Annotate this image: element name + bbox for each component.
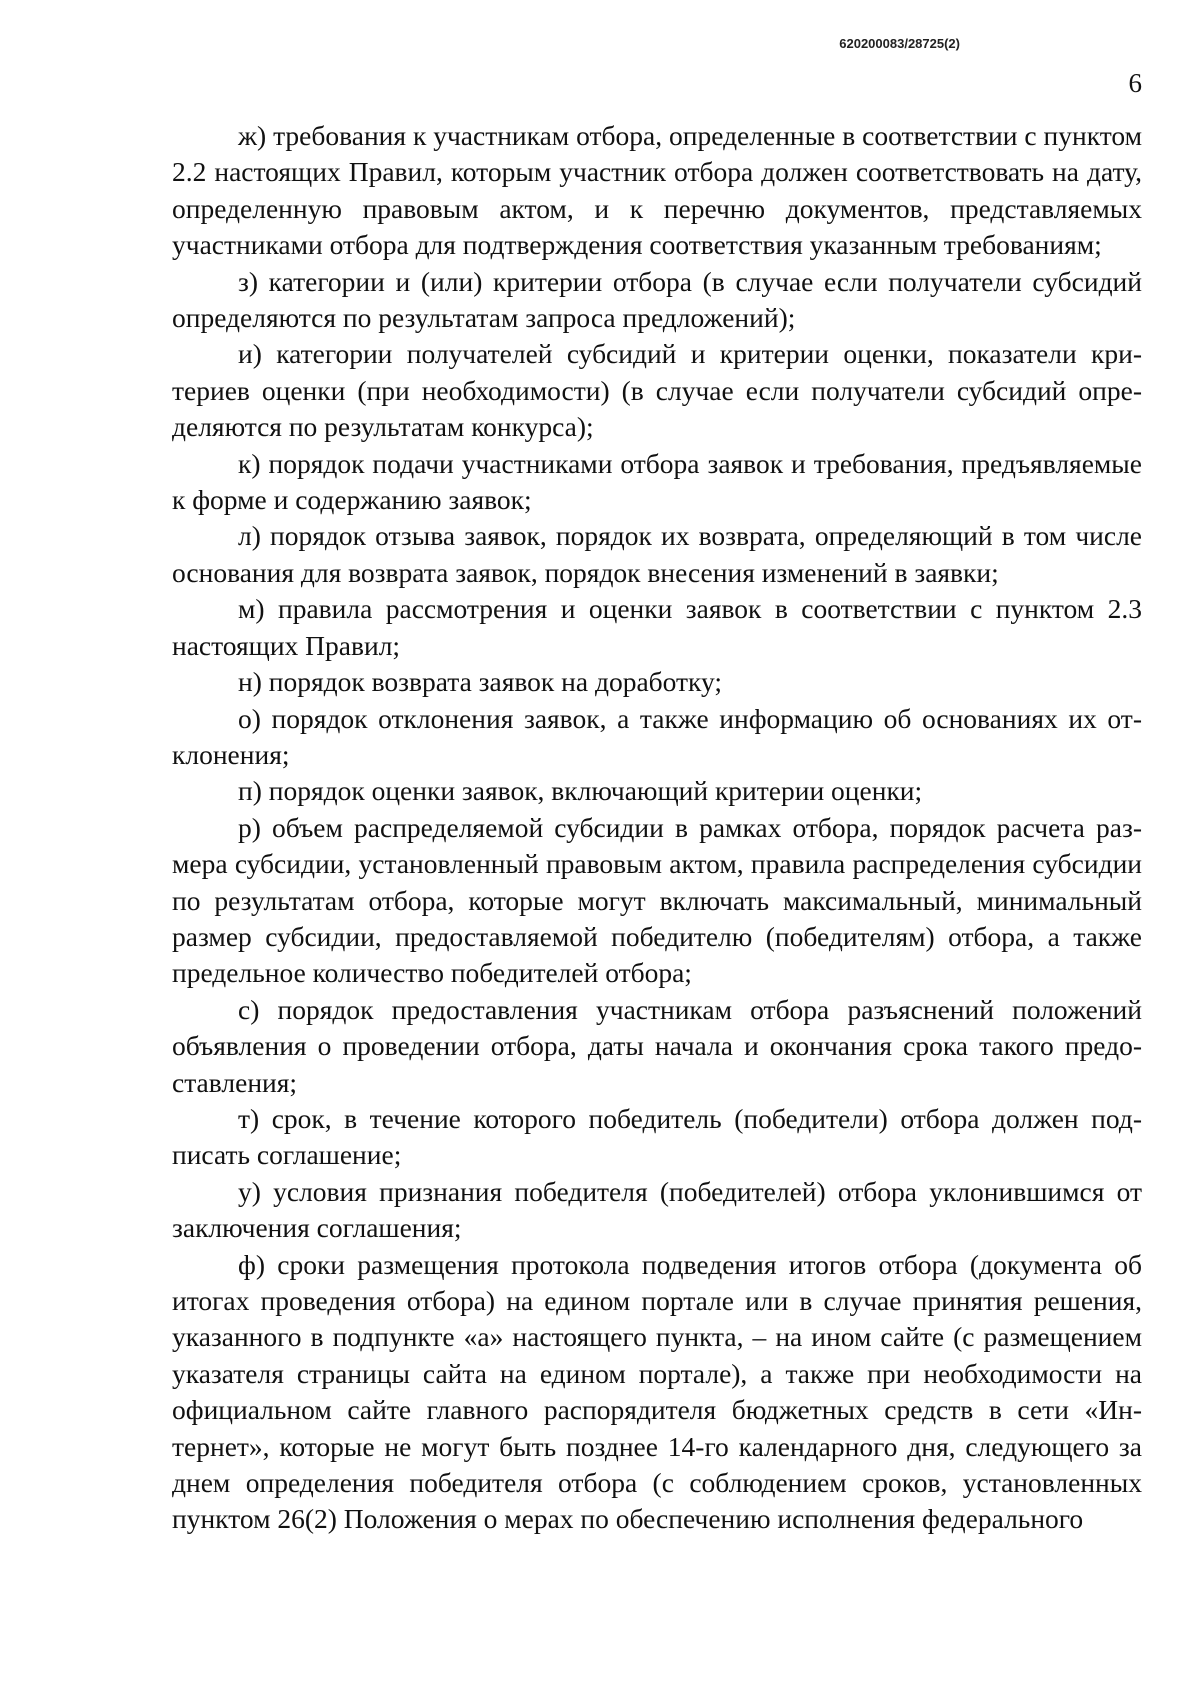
paragraph-o: о) порядок отклонения заявок, а также информацию об основаниях их отклонения; <box>172 702 1142 770</box>
paragraph-i: и) категории получателей субсидий и критерии оценки, показатели критериев оценки (при необходимости) (в случае если получатели субсидий определяются по результатам конкурса); <box>172 338 1142 443</box>
paragraph-k: к) порядок подачи участниками отбора заявок и требования, предъявляемые к форме и содержанию заявок; <box>172 447 1142 516</box>
paragraph-l: л) порядок отзыва заявок, порядок их возврата, определяющий в том числе основания для возврата заявок, порядок внесения изменений в заявки; <box>172 520 1142 588</box>
page-number: 6 <box>1128 68 1142 98</box>
paragraph-t: т) срок, в течение которого победитель (победители) отбора должен подписать соглашение; <box>172 1102 1142 1171</box>
document-body <box>172 118 1142 1538</box>
document-id: 620200083/28725(2) <box>839 36 960 51</box>
paragraph-m: м) правила рассмотрения и оценки заявок в соответствии с пунктом 2.3 настоящих Правил; <box>172 593 1142 661</box>
paragraph-s: с) порядок предоставления участникам отбора разъяснений положений объявления о проведении отбора, даты начала и окончания срока такого предоставления; <box>172 993 1142 1098</box>
paragraph-u: у) условия признания победителя (победителей) отбора уклонившимся от заключения соглашения; <box>172 1175 1142 1244</box>
paragraph-p: п) порядок оценки заявок, включающий критерии оценки; <box>238 775 923 807</box>
paragraph-zh: ж) требования к участникам отбора, определенные в соответствии с пунктом 2.2 настоящих Правил, которым участник отбора должен соответствовать на дату, определенную правовым актом, и к перечню документов, представляемых участниками отбора для подтверждения соответствия указанным требованиям; <box>172 120 1142 261</box>
paragraph-z: з) категории и (или) критерии отбора (в случае если получатели субсидий определяются по результатам запроса предложений); <box>172 265 1142 334</box>
paragraph-n: н) порядок возврата заявок на доработку; <box>238 666 723 698</box>
paragraph-r: р) объем распределяемой субсидии в рамках отбора, порядок расчета размера субсидии, установленный правовым актом, правила распределения субсидии по результатам отбора, которые могут включать максимальный, минимальный размер субсидии, предоставляемой победителю (победителям) отбора, а также предельное количество победителей отбора; <box>172 811 1142 989</box>
paragraph-f: ф) сроки размещения протокола подведения итогов отбора (документа об итогах проведения отбора) на едином портале или в случае принятия решения, указанного в подпункте «а» настоящего пункта, – на ином сайте (с размещением указателя страницы сайта на едином портале), а также при необходимости на официальном сайте главного распорядителя бюджетных средств в сети «Интернет», которые не могут быть позднее 14-го календарного дня, следующего за днем определения победителя отбора (с соблюдением сроков, установленных пунктом 26(2) Положения о мерах по обеспечению исполнения федерального <box>172 1248 1142 1535</box>
